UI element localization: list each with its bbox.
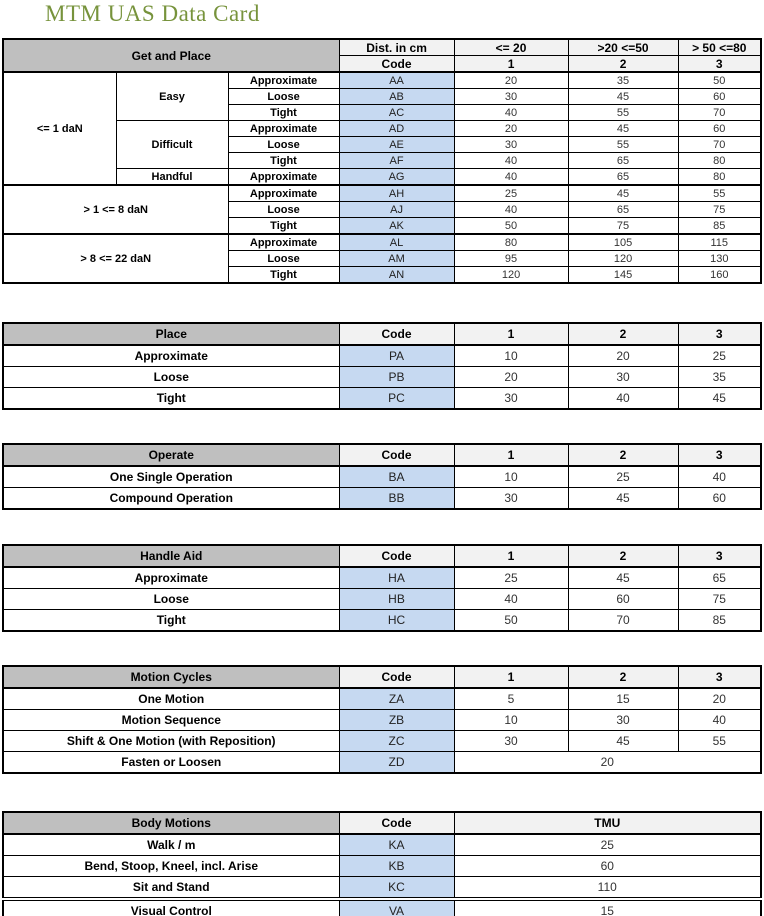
code-cell: AM [339,251,454,267]
header-row [3,545,761,567]
handle-aid-table [2,544,762,632]
col-header: 2 [568,666,678,688]
code-cell: AB [339,89,454,105]
place-table [2,322,762,410]
col-header: 1 [454,545,568,567]
row-label: Visual Control [3,899,339,916]
motion-cycles-table [2,665,762,774]
value-cell: 120 [568,251,678,267]
page-title: MTM UAS Data Card [45,1,260,26]
code-cell: AA [339,72,454,89]
accuracy-label: Tight [228,153,339,169]
difficulty-label: Handful [116,169,228,186]
accuracy-label: Loose [228,202,339,218]
value-cell: 35 [568,72,678,89]
value-cell: 50 [454,218,568,235]
table-row [3,856,761,877]
table-title: Place [3,323,339,345]
table-row [3,345,761,367]
value-cell: 40 [454,169,568,186]
accuracy-label: Approximate [228,169,339,186]
value-cell: 30 [568,367,678,388]
value-cell: 30 [454,89,568,105]
operate-section [2,443,762,510]
value-cell: 80 [678,153,761,169]
difficulty-label: Difficult [116,121,228,169]
value-cell: 10 [454,345,568,367]
value-cell: 45 [568,89,678,105]
value-cell: 80 [454,234,568,251]
value-cell: 60 [678,89,761,105]
table-row [3,466,761,488]
col-header: 3 [678,545,761,567]
value-cell: 60 [678,488,761,510]
value-cell: 10 [454,710,568,731]
get-and-place-table [2,38,762,284]
dist-col-header: >20 <=50 [568,39,678,56]
tmu-header: TMU [454,812,761,834]
table-row [3,688,761,710]
code-cell: AF [339,153,454,169]
header-row [3,666,761,688]
code-cell: ZD [339,752,454,774]
table-row [3,589,761,610]
accuracy-label: Approximate [228,234,339,251]
tmu-cell: 110 [454,877,761,900]
row-label: Approximate [3,567,339,589]
col-header: 3 [678,666,761,688]
row-label: Motion Sequence [3,710,339,731]
value-cell: 45 [568,488,678,510]
value-cell: 85 [678,610,761,632]
value-cell: 55 [678,731,761,752]
code-cell: HC [339,610,454,632]
dist-header: Dist. in cm [339,39,454,56]
value-cell: 130 [678,251,761,267]
code-cell: AG [339,169,454,186]
accuracy-label: Loose [228,137,339,153]
value-cell: 30 [454,488,568,510]
table-row [3,72,761,89]
table-row [3,877,761,900]
value-cell: 40 [678,710,761,731]
code-cell: AE [339,137,454,153]
table-row [3,610,761,632]
value-cell: 65 [678,567,761,589]
col-header: 2 [568,444,678,466]
value-cell: 55 [568,137,678,153]
code-cell: ZC [339,731,454,752]
accuracy-label: Loose [228,89,339,105]
value-cell: 20 [678,688,761,710]
header-row [3,444,761,466]
row-label: Approximate [3,345,339,367]
value-cell: 70 [678,105,761,121]
code-header: Code [339,666,454,688]
value-cell: 20 [454,121,568,137]
col-header: 3 [678,323,761,345]
row-label: Loose [3,589,339,610]
value-cell: 40 [454,589,568,610]
value-cell: 50 [454,610,568,632]
value-cell: 20 [454,367,568,388]
handle-aid-section [2,544,762,632]
value-cell: 105 [568,234,678,251]
code-cell: AL [339,234,454,251]
motion-cycles-section [2,665,762,774]
code-header: Code [339,444,454,466]
col-header: 3 [678,444,761,466]
value-cell: 145 [568,267,678,284]
value-cell: 45 [568,121,678,137]
table-row [3,488,761,510]
code-cell: AC [339,105,454,121]
code-header: Code [339,323,454,345]
value-cell: 65 [568,202,678,218]
value-cell: 15 [568,688,678,710]
value-cell: 95 [454,251,568,267]
code-cell: AH [339,185,454,202]
code-cell: BB [339,488,454,510]
code-cell: BA [339,466,454,488]
col-header: 2 [568,545,678,567]
row-label: Loose [3,367,339,388]
code-cell: HB [339,589,454,610]
code-header: Code [339,545,454,567]
value-cell: 75 [678,202,761,218]
tmu-cell: 15 [454,899,761,916]
table-title: Motion Cycles [3,666,339,688]
accuracy-label: Tight [228,105,339,121]
col-header: 1 [454,323,568,345]
value-cell: 30 [568,710,678,731]
tmu-cell: 25 [454,834,761,856]
value-cell: 40 [454,153,568,169]
row-label: Compound Operation [3,488,339,510]
value-cell: 75 [568,218,678,235]
weight-label: > 1 <= 8 daN [3,185,228,234]
value-cell: 30 [454,137,568,153]
value-cell: 65 [568,153,678,169]
body-motions-table [2,811,762,916]
code-cell: AK [339,218,454,235]
table-row [3,710,761,731]
accuracy-label: Tight [228,218,339,235]
value-cell: 25 [568,466,678,488]
value-cell: 70 [678,137,761,153]
table-row [3,731,761,752]
value-cell: 25 [678,345,761,367]
accuracy-label: Approximate [228,185,339,202]
value-cell: 50 [678,72,761,89]
table-row [3,388,761,410]
row-label: Tight [3,388,339,410]
table-row [3,834,761,856]
table-title: Get and Place [3,39,339,72]
code-cell: HA [339,567,454,589]
value-cell: 65 [568,169,678,186]
code-cell: ZA [339,688,454,710]
merged-value-cell: 20 [454,752,761,774]
value-cell: 40 [678,466,761,488]
accuracy-label: Approximate [228,72,339,89]
col-header: 2 [568,56,678,73]
dist-col-header: > 50 <=80 [678,39,761,56]
row-label: One Motion [3,688,339,710]
value-cell: 25 [454,567,568,589]
accuracy-label: Tight [228,267,339,284]
table-title: Operate [3,444,339,466]
value-cell: 160 [678,267,761,284]
value-cell: 115 [678,234,761,251]
value-cell: 20 [454,72,568,89]
value-cell: 30 [454,731,568,752]
accuracy-label: Approximate [228,121,339,137]
row-label: Shift & One Motion (with Reposition) [3,731,339,752]
table-title: Handle Aid [3,545,339,567]
header-row [3,812,761,834]
value-cell: 55 [678,185,761,202]
col-header: 1 [454,666,568,688]
operate-table [2,443,762,510]
value-cell: 80 [678,169,761,186]
value-cell: 25 [454,185,568,202]
value-cell: 30 [454,388,568,410]
difficulty-label: Easy [116,72,228,121]
col-header: 3 [678,56,761,73]
table-row [3,567,761,589]
value-cell: 40 [454,202,568,218]
accuracy-label: Loose [228,251,339,267]
value-cell: 60 [568,589,678,610]
value-cell: 45 [568,731,678,752]
col-header: 1 [454,56,568,73]
code-cell: AJ [339,202,454,218]
body-motions-section [2,811,762,916]
row-label: Walk / m [3,834,339,856]
code-cell: PC [339,388,454,410]
table-row [3,899,761,916]
table-row [3,752,761,774]
value-cell: 55 [568,105,678,121]
header-row [3,323,761,345]
row-label: Tight [3,610,339,632]
code-cell: KB [339,856,454,877]
code-cell: ZB [339,710,454,731]
tmu-cell: 60 [454,856,761,877]
code-cell: KA [339,834,454,856]
row-label: Sit and Stand [3,877,339,900]
table-title: Body Motions [3,812,339,834]
col-header: 1 [454,444,568,466]
value-cell: 45 [678,388,761,410]
value-cell: 60 [678,121,761,137]
code-header: Code [339,812,454,834]
value-cell: 75 [678,589,761,610]
get-and-place-section [2,38,762,284]
code-cell: AN [339,267,454,284]
code-cell: PB [339,367,454,388]
value-cell: 35 [678,367,761,388]
header-row [3,39,761,56]
place-section [2,322,762,410]
code-cell: PA [339,345,454,367]
weight-label: <= 1 daN [3,72,116,185]
table-row [3,169,761,186]
code-cell: AD [339,121,454,137]
weight-label: > 8 <= 22 daN [3,234,228,283]
value-cell: 40 [568,388,678,410]
value-cell: 45 [568,567,678,589]
dist-col-header: <= 20 [454,39,568,56]
table-row [3,185,761,202]
table-row [3,367,761,388]
value-cell: 40 [454,105,568,121]
table-row [3,234,761,251]
value-cell: 5 [454,688,568,710]
row-label: Fasten or Loosen [3,752,339,774]
value-cell: 70 [568,610,678,632]
row-label: One Single Operation [3,466,339,488]
value-cell: 120 [454,267,568,284]
value-cell: 85 [678,218,761,235]
code-cell: KC [339,877,454,900]
row-label: Bend, Stoop, Kneel, incl. Arise [3,856,339,877]
col-header: 2 [568,323,678,345]
value-cell: 20 [568,345,678,367]
value-cell: 10 [454,466,568,488]
table-row [3,121,761,137]
value-cell: 45 [568,185,678,202]
code-cell: VA [339,899,454,916]
code-header: Code [339,56,454,73]
